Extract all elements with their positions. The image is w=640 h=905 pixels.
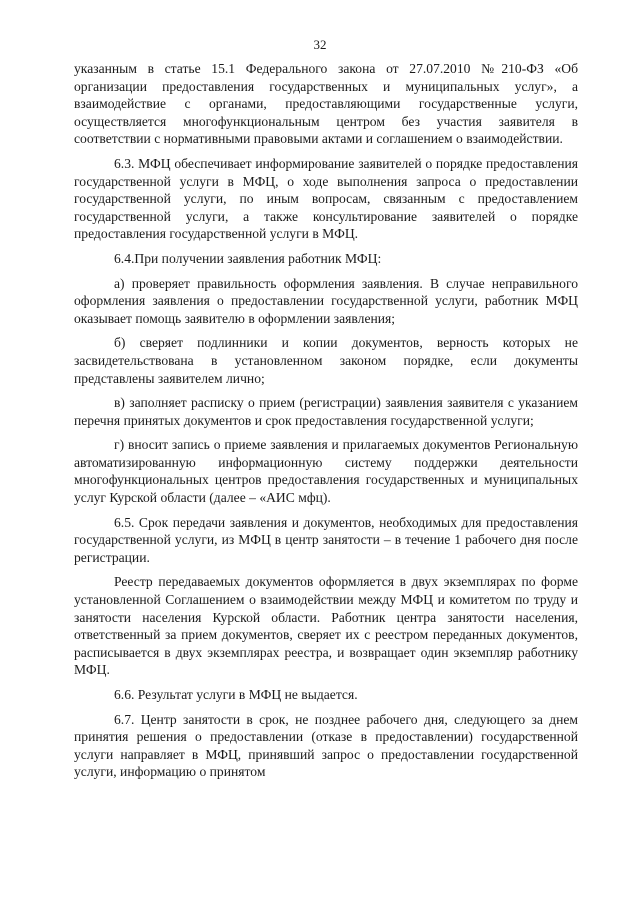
paragraph-6-4: 6.4.При получении заявления работник МФЦ: — [114, 250, 382, 266]
list-item-a: а) проверяет правильность оформления заявления. В случае неправильного оформления заявления о предоставлении государственной услуги, работник МФЦ оказывает помощь заявителю в оформлении заявления; — [74, 275, 578, 326]
paragraph-6-3: 6.3. МФЦ обеспечивает информирование заявителей о порядке предоставления государственной услуги в МФЦ, о ходе выполнения запроса о предоставлении государственной услуги, по иным вопросам, связанным с предоставлением государственной услуги, а также консультирование заявителей о порядке предоставления государственной услуги в МФЦ. — [74, 155, 578, 242]
list-item-b: б) сверяет подлинники и копии документов, верность которых не засвидетельствована в установленном законом порядке, если документы представлены заявителем лично; — [74, 335, 578, 386]
document-body — [74, 60, 578, 781]
list-item-v: в) заполняет расписку о прием (регистрации) заявления заявителя с указанием перечня принятых документов и срок предоставления государственной услуги; — [74, 395, 578, 428]
paragraph-registry: Реестр передаваемых документов оформляется в двух экземплярах по форме установленной Соглашением о взаимодействии между МФЦ и комитетом по труду и занятости населения Курской области. Работник центра занятости населения, ответственный за прием документов, сверяет их с реестром переданных документов, расписывается в двух экземплярах реестра, и возвращает один экземпляр работнику МФЦ. — [74, 574, 578, 678]
page-number: 32 — [313, 37, 327, 52]
paragraph-6-6: 6.6. Результат услуги в МФЦ не выдается. — [114, 687, 358, 702]
paragraph-6-5: 6.5. Срок передачи заявления и документов, необходимых для предоставления государственной услуги, из МФЦ в центр занятости – в течение 1 рабочего дня после регистрации. — [74, 514, 578, 565]
paragraph-continuation: указанным в статье 15.1 Федерального закона от 27.07.2010 №210-ФЗ «Об организации предоставления государственных и муниципальных услуг», а взаимодействие с органами, предоставляющими государственные услуги, осуществляется многофункциональным центром без участия заявителя в соответствии с нормативными правовыми актами и соглашением о взаимодействии. — [74, 61, 578, 147]
paragraph-6-7: 6.7. Центр занятости в срок, не позднее рабочего дня, следующего за днем принятия решения о предоставлении (отказе в предоставлении) государственной услуги направляет в МФЦ, принявший запрос о предоставлении государственной услуги, информацию о принятом — [74, 711, 578, 780]
list-item-g: г) вносит запись о приеме заявления и прилагаемых документов Региональную автоматизированную информационную систему поддержки деятельности многофункциональных центров предоставления государственных и муниципальных услуг Курской области (далее – «АИС мфц). — [74, 437, 578, 506]
